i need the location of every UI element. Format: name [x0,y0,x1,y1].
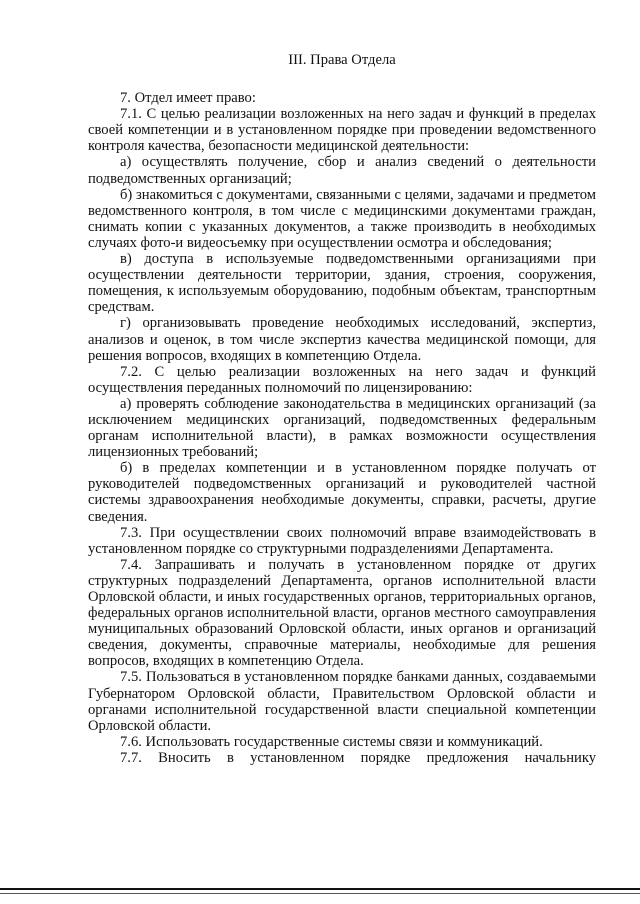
paragraph-7-1-v: в) доступа в используемые подведомственными организациями при осуществлении деятельности территории, здания, строения, сооружения, помещения, к используемым оборудованию, подобным объектам, транспортным средствам. [88,251,596,316]
paragraph-7-1: 7.1. С целью реализации возложенных на него задач и функций в пределах своей компетенции и в установленном порядке при проведении ведомственного контроля качества, безопасности медицинской деятельности: [88,106,596,155]
paragraph-7-6: 7.6. Использовать государственные системы связи и коммуникаций. [120,733,543,750]
document-page [88,52,596,766]
paragraph-7-1-g: г) организовывать проведение необходимых исследований, экспертиз, анализов и оценок, в том числе экспертиз качества медицинской помощи, для решения вопросов, входящих в компетенцию Отдела. [88,315,596,364]
paragraph-7-4: 7.4. Запрашивать и получать в установленном порядке от других структурных подразделений Департамента, органов исполнительной власти Орловской области, и иных государственных органов, территориальных органов, федеральных органов исполнительной власти, органов местного самоуправления муниципальных образований Орловской области, иных органов и организаций сведения, документы, справочные материалы, необходимые для решения вопросов, входящих в компетенцию Отдела. [88,556,596,670]
paragraph-7-2-a: а) проверять соблюдение законодательства в медицинских организаций (за исключением медицинских организаций, подведомственных федеральным органам исполнительной власти), в рамках возможности осуществления лицензионных требований; [88,395,596,461]
paragraph-7-1-b: б) знакомиться с документами, связанными с целями, задачами и предметом ведомственного контроля, в том числе с медицинскими документами граждан, снимать копии с указанных документов, а также производить в необходимых случаях фото-и видеосъемку при осуществлении осмотра и обследования; [88,186,596,251]
paragraph-7-2: 7.2. С целью реализации возложенных на него задач и функций осуществления переданных полномочий по лицензированию: [88,363,596,396]
paragraph-7-5: 7.5. Пользоваться в установленном порядке банками данных, создаваемыми Губернатором Орловской области, Правительством Орловской области и органами исполнительной государственной власти специальной компетенции Орловской области. [88,669,596,734]
paragraph-7-1-a: а) осуществлять получение, сбор и анализ сведений о деятельности подведомственных организаций; [88,154,596,187]
paragraph-7-3: 7.3. При осуществлении своих полномочий вправе взаимодействовать в установленном порядке со структурными подразделениями Департамента. [88,524,596,557]
scan-bottom-edge-shadow [0,893,640,894]
section-title: III. Права Отдела [288,52,396,68]
paragraph-7-2-b: б) в пределах компетенции и в установленном порядке получать от руководителей подведомственных организаций и руководителей частной системы здравоохранения необходимые документы, справки, расчеты, другие сведения. [88,460,596,525]
paragraph-7: 7. Отдел имеет право: [120,90,256,107]
scan-bottom-edge [0,888,640,890]
paragraph-7-7: 7.7. Вносить в установленном порядке предложения начальнику [120,749,596,766]
